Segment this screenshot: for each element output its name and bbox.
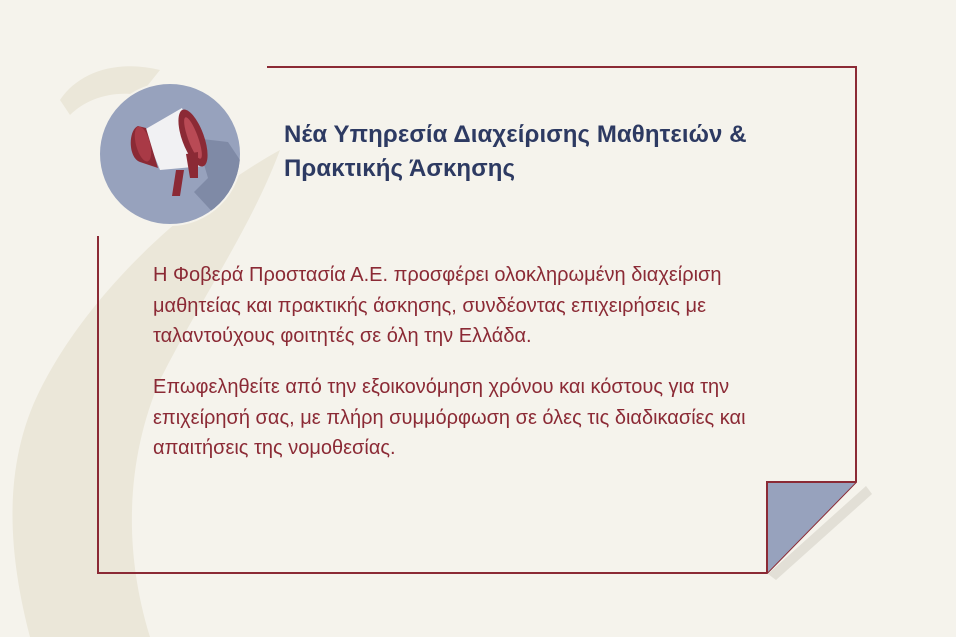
announcement-paragraph-2: Επωφεληθείτε από την εξοικονόμηση χρόνου και κόστους για την επιχείρησή σας, με πλήρη συμμόρφωση σε όλες τις διαδικασίες και απαιτήσεις της νομοθεσίας. xyxy=(153,376,746,459)
announcement-paragraph-1: Η Φοβερά Προστασία Α.Ε. προσφέρει ολοκληρωμένη διαχείριση μαθητείας και πρακτικής άσκησης, συνδέοντας επιχειρήσεις με ταλαντούχους φοιτητές σε όλη την Ελλάδα. xyxy=(153,264,722,347)
announcement-title: Νέα Υπηρεσία Διαχείρισης Μαθητειών & Πρακτικής Άσκησης xyxy=(284,121,747,182)
megaphone-icon xyxy=(98,82,242,226)
